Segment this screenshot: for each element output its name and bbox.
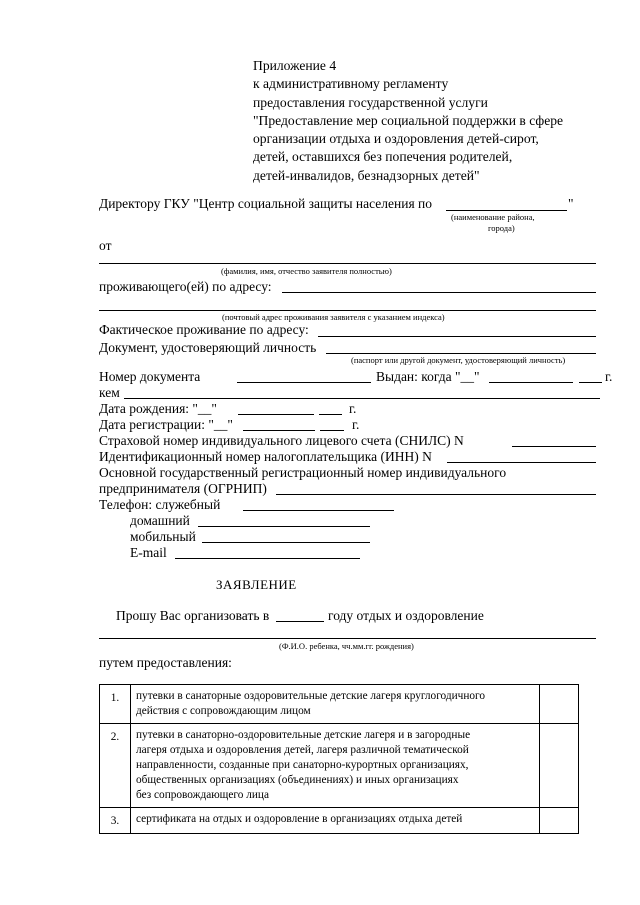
issued-when-label: Выдан: когда "__"	[376, 369, 480, 384]
appendix-line: организации отдыха и оздоровления детей-сирот,	[253, 131, 539, 147]
address-field[interactable]	[282, 292, 596, 293]
option-checkbox[interactable]	[540, 724, 579, 808]
option-line: сертификата на отдых и оздоровление в организациях отдыха детей	[136, 813, 463, 825]
appendix-line: к административному регламенту	[253, 76, 449, 92]
phone-mobile-label: мобильный	[130, 529, 196, 544]
option-line: действия с сопровождающим лицом	[136, 705, 311, 717]
reg-year-field[interactable]	[320, 430, 344, 431]
doc-number-label: Номер документа	[99, 369, 201, 384]
appendix-line: Приложение 4	[253, 58, 337, 73]
director-label: Директору ГКУ "Центр социальной защиты населения по	[99, 196, 433, 211]
option-number: 1.	[100, 685, 131, 724]
issued-by-label: кем	[99, 385, 120, 400]
inn-label: Идентификационный номер налогоплательщика (ИНН) N	[99, 449, 432, 464]
birth-year-suffix: г.	[349, 401, 357, 416]
reg-date-label: Дата регистрации: "__"	[99, 417, 233, 432]
option-checkbox[interactable]	[540, 685, 579, 724]
snils-label: Страховой номер индивидуального лицевого счета (СНИЛС) N	[99, 433, 464, 448]
applicant-name-field[interactable]	[99, 263, 596, 264]
child-name-field[interactable]	[99, 638, 596, 639]
from-label: от	[99, 238, 112, 253]
actual-address-field[interactable]	[318, 336, 596, 337]
phone-work-label: Телефон: служебный	[99, 497, 221, 512]
snils-field[interactable]	[512, 446, 596, 447]
child-caption: (Ф.И.О. ребенка, чч.мм.гг. рождения)	[279, 641, 414, 651]
by-providing-label: путем предоставления:	[99, 655, 232, 670]
identity-doc-label: Документ, удостоверяющий личность	[99, 340, 317, 355]
doc-number-field[interactable]	[237, 382, 371, 383]
issued-year-field[interactable]	[579, 382, 602, 383]
appendix-line: "Предоставление мер социальной поддержки в сфере	[253, 112, 564, 128]
issued-date-field[interactable]	[489, 382, 573, 383]
option-line: общественных организациях (объединениях) и иных организациях	[136, 774, 459, 786]
reg-year-suffix: г.	[352, 417, 360, 432]
appendix-line: детей-инвалидов, безнадзорных детей"	[253, 167, 480, 183]
option-line: без сопровождающего лица	[136, 789, 269, 801]
address-field-2[interactable]	[99, 310, 596, 311]
option-line: лагеря отдыха и оздоровления детей, лагеря различной тематической	[136, 744, 469, 756]
issued-year-suffix: г.	[605, 369, 613, 384]
district-field[interactable]	[446, 210, 567, 211]
option-text	[131, 808, 540, 834]
director-quote: "	[568, 196, 574, 211]
issued-by-field[interactable]	[124, 398, 600, 399]
appendix-line: предоставления государственной услуги	[253, 94, 488, 110]
option-row	[100, 808, 579, 834]
email-field[interactable]	[175, 558, 360, 559]
option-checkbox[interactable]	[540, 808, 579, 834]
actual-address-label: Фактическое проживание по адресу:	[99, 322, 309, 337]
email-label: E-mail	[130, 545, 167, 560]
request-suffix: году отдых и оздоровление	[328, 608, 484, 623]
ogrnip-label-2: предпринимателя (ОГРНИП)	[99, 481, 267, 496]
district-caption-2: города)	[488, 223, 515, 233]
option-number: 3.	[100, 808, 131, 834]
request-prefix: Прошу Вас организовать в	[116, 608, 270, 623]
statement-title: ЗАЯВЛЕНИЕ	[216, 577, 297, 592]
ogrnip-field[interactable]	[276, 494, 596, 495]
option-line: путевки в санаторно-оздоровительные детские лагеря и в загородные	[136, 729, 471, 741]
birth-date-label: Дата рождения: "__"	[99, 401, 217, 416]
address-caption: (почтовый адрес проживания заявителя с указанием индекса)	[222, 312, 445, 322]
option-text	[131, 724, 540, 808]
district-caption: (наименование района,	[451, 212, 535, 222]
options-table	[99, 684, 579, 834]
identity-doc-field[interactable]	[326, 353, 596, 354]
phone-work-field[interactable]	[243, 510, 394, 511]
ogrnip-label: Основной государственный регистрационный номер индивидуального	[99, 465, 507, 480]
phone-home-label: домашний	[130, 513, 190, 528]
reg-date-field[interactable]	[243, 430, 315, 431]
year-field[interactable]	[276, 621, 324, 622]
option-line: направленности, созданные при санаторно-курортных организациях,	[136, 759, 469, 771]
birth-date-field[interactable]	[238, 414, 314, 415]
birth-year-field[interactable]	[319, 414, 342, 415]
option-text	[131, 685, 540, 724]
phone-mobile-field[interactable]	[202, 542, 370, 543]
appendix-block	[253, 57, 563, 185]
fio-caption: (фамилия, имя, отчество заявителя полностью)	[221, 266, 392, 276]
identity-caption: (паспорт или другой документ, удостоверяющий личность)	[351, 355, 566, 365]
inn-field[interactable]	[447, 462, 596, 463]
option-number: 2.	[100, 724, 131, 808]
option-row	[100, 685, 579, 724]
option-line: путевки в санаторные оздоровительные детские лагеря круглогодичного	[136, 690, 486, 702]
phone-home-field[interactable]	[198, 526, 370, 527]
appendix-line: детей, оставшихся без попечения родителей,	[253, 149, 513, 165]
option-row	[100, 724, 579, 808]
address-label: проживающего(ей) по адресу:	[99, 279, 272, 294]
